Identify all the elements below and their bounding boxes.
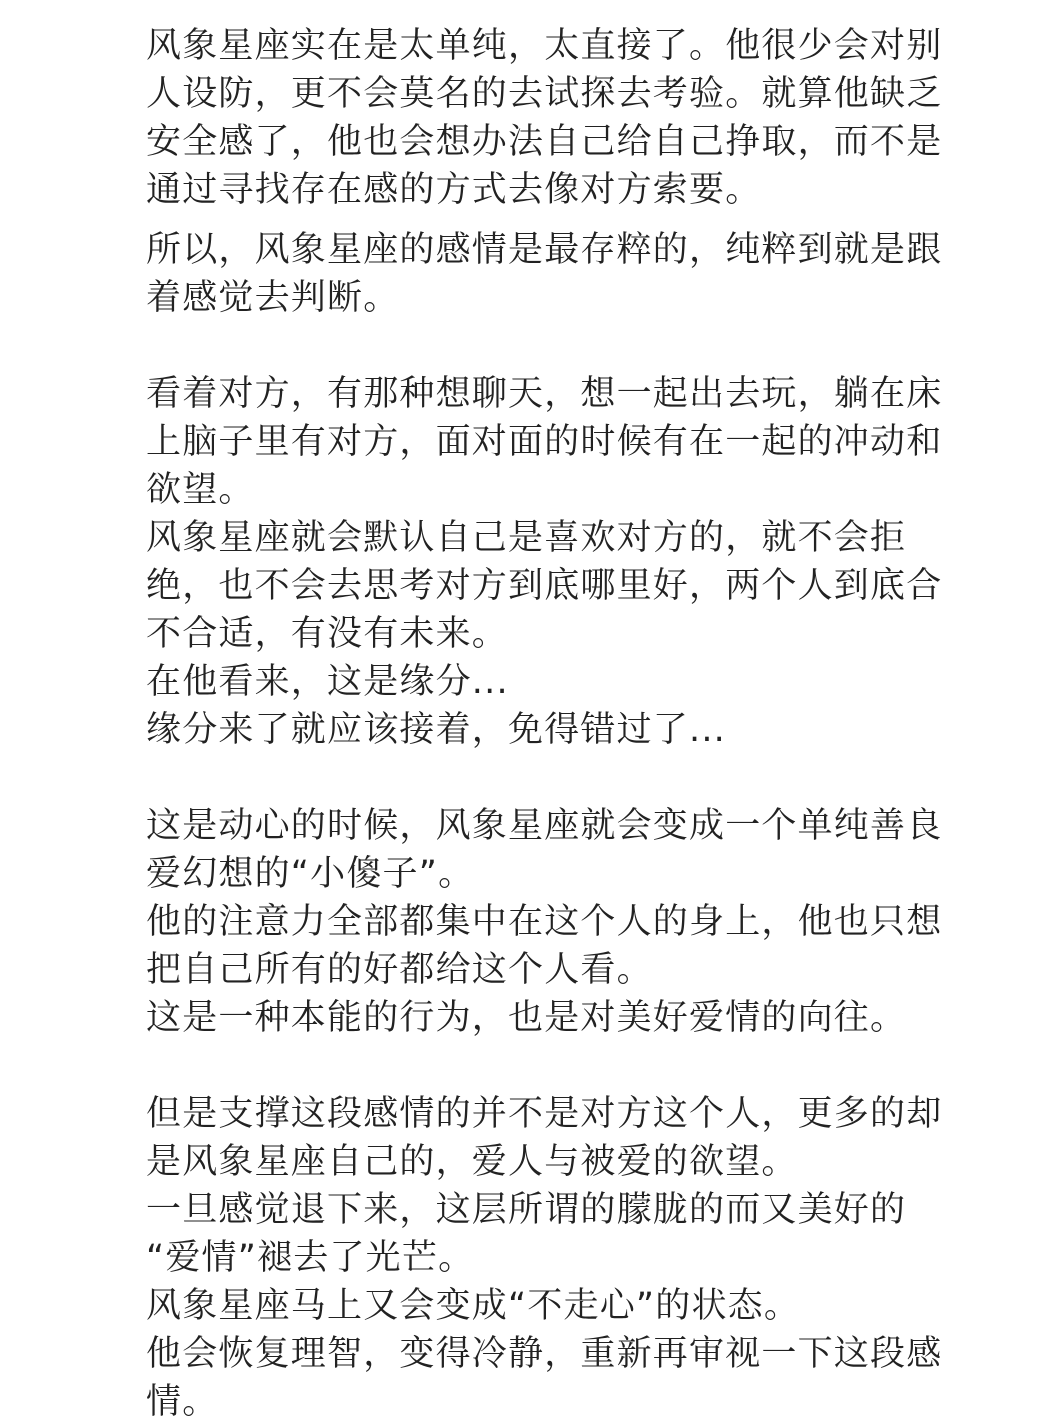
text-line: 着感觉去判断。 xyxy=(146,278,400,318)
text-line: 看着对方，有那种想聊天，想一起出去玩，躺在床 xyxy=(146,374,943,414)
paragraph-spacer xyxy=(146,754,946,802)
text-line: “爱情”褪去了光芒。 xyxy=(146,1238,475,1278)
text-line: 绝，也不会去思考对方到底哪里好，两个人到底合 xyxy=(146,566,943,606)
text-line: 上脑子里有对方，面对面的时候有在一起的冲动和 xyxy=(146,422,943,462)
text-line: 人设防，更不会莫名的去试探去考验。就算他缺乏 xyxy=(146,74,943,114)
paragraph-spacer xyxy=(146,214,946,226)
paragraph-2 xyxy=(146,226,946,322)
text-line: 缘分来了就应该接着，免得错过了... xyxy=(146,710,726,750)
article-body xyxy=(146,22,946,1426)
text-line: 他会恢复理智，变得冷静，重新再审视一下这段感 xyxy=(146,1334,943,1374)
text-line: 这是动心的时候，风象星座就会变成一个单纯善良 xyxy=(146,806,943,846)
text-line: 但是支撑这段感情的并不是对方这个人，更多的却 xyxy=(146,1094,943,1134)
text-line: 情。 xyxy=(146,1382,219,1422)
paragraph-spacer xyxy=(146,322,946,370)
text-line: 风象星座就会默认自己是喜欢对方的，就不会拒 xyxy=(146,518,907,558)
paragraph-spacer xyxy=(146,1042,946,1090)
text-line: 风象星座马上又会变成“不走心”的状态。 xyxy=(146,1286,801,1326)
text-line: 爱幻想的“小傻子”。 xyxy=(146,854,475,894)
text-line: 他的注意力全部都集中在这个人的身上，他也只想 xyxy=(146,902,943,942)
paragraph-1 xyxy=(146,22,946,214)
text-line: 欲望。 xyxy=(146,470,255,510)
paragraph-4 xyxy=(146,802,946,1042)
text-line: 是风象星座自己的，爱人与被爱的欲望。 xyxy=(146,1142,798,1182)
text-line: 风象星座实在是太单纯，太直接了。他很少会对别 xyxy=(146,26,943,66)
text-line: 安全感了，他也会想办法自己给自己挣取，而不是 xyxy=(146,122,943,162)
text-line: 这是一种本能的行为，也是对美好爱情的向往。 xyxy=(146,998,907,1038)
text-line: 不合适，有没有未来。 xyxy=(146,614,509,654)
paragraph-5 xyxy=(146,1090,946,1426)
text-line: 通过寻找存在感的方式去像对方索要。 xyxy=(146,170,762,210)
text-line: 一旦感觉退下来，这层所谓的朦胧的而又美好的 xyxy=(146,1190,907,1230)
text-line: 在他看来，这是缘分... xyxy=(146,662,509,702)
text-line: 所以，风象星座的感情是最存粹的，纯粹到就是跟 xyxy=(146,230,943,270)
text-line: 把自己所有的好都给这个人看。 xyxy=(146,950,653,990)
paragraph-3 xyxy=(146,370,946,754)
